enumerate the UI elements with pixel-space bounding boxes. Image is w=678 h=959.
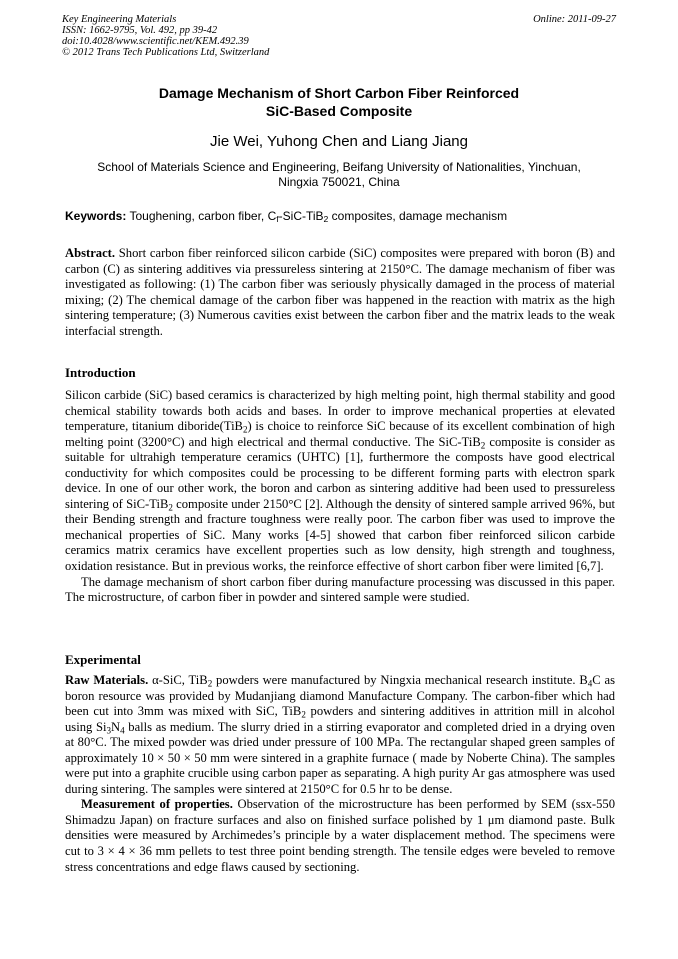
raw-materials-paragraph bbox=[65, 673, 615, 797]
intro-paragraph-1 bbox=[65, 388, 615, 575]
raw-text-c: C as boron resource was provided by Mudanjiang diamond Manufacture Company. The carbon-fiber which had been cut into 3mm was mixed with SiC, TiB bbox=[65, 673, 615, 719]
affiliation bbox=[62, 160, 616, 190]
raw-materials-label: Raw Materials. bbox=[65, 673, 149, 687]
intro-text-c: composite is consider as suitable for ultrahigh temperature ceramics (UHTC) [1], furthermore the composts have good electrical conductivity for which composites could be processing to be different forming parts with electron spark device. In one of our other work, the boron and carbon as sintering additive had been used to pressureless sintering of SiC-TiB bbox=[65, 434, 616, 511]
journal-header bbox=[62, 14, 616, 58]
keywords-sub-f: f bbox=[276, 214, 279, 225]
measurement-paragraph bbox=[65, 797, 615, 875]
intro-text-a: Silicon carbide (SiC) based ceramics is characterized by high melting point, high thermal stability and good chemical stability towards both acids and bases. In order to improve mechanical properties at elevated temperature, titanium diboride(TiB bbox=[65, 388, 615, 434]
raw-text-d: powders and sintering additives in attrition mill in alcohol using Si bbox=[65, 704, 615, 734]
paper-title bbox=[62, 85, 616, 120]
keywords bbox=[65, 209, 615, 223]
journal-name: Key Engineering Materials bbox=[62, 14, 177, 25]
experimental-section bbox=[65, 673, 615, 875]
introduction-heading: Introduction bbox=[65, 365, 136, 380]
authors: Jie Wei, Yuhong Chen and Liang Jiang bbox=[210, 133, 468, 150]
measurement-text: Observation of the microstructure has been performed by SEM (ssx-550 Shimadzu Japan) on fracture surfaces and also on finished surface polished by 1 μm diamond paste. Bulk densities were measured by Archimedes’s principle by a water displacement method. The specimens were cut to 3 × 4 × 36 mm pellets to test three point bending strength. The tensile edges were beveled to remove stress concentrations and edge flaws caused by sectioning. bbox=[65, 797, 615, 874]
raw-sub-4: 3 bbox=[106, 724, 111, 735]
abstract-text: Short carbon fiber reinforced silicon carbide (SiC) composites were prepared with boron (B) and carbon (C) as sintering additives via pressureless sintering at 2150°C. The damage mechanism of fiber was investigated as following: (1) The carbon fiber was seriously physically damaged in the process of material mixing; (2) The chemical damage of the carbon fiber was happened in the reaction with matrix as the high sintering temperature; (3) Numerous cavities exist between the carbon fiber and the matrix leads to the weak interfacial strength. bbox=[65, 246, 615, 338]
raw-text-e: balls as medium. The slurry dried in a stirring evaporator and completed dried in a drying oven at 80°C. The mixed powder was dried under pressure of 100 MPa. The rectangular shaped green samples of approximately 10 × 50 × 50 mm were sintered in a graphite furnace ( made by Noberte China). The samples were put into a graphite crucible using carbon paper as separating. A high purity Ar gas atmosphere was used during sintering. The samples were sintered at 2150°C for 0.5 hr to be dense. bbox=[65, 719, 615, 796]
raw-text-a: α-SiC, TiB bbox=[148, 673, 208, 687]
raw-sub-5: 4 bbox=[120, 724, 125, 735]
keywords-sub-2: 2 bbox=[323, 214, 329, 225]
keywords-label: Keywords: bbox=[65, 209, 127, 223]
keywords-text-b: -SiC-TiB bbox=[278, 209, 324, 223]
intro-text-b: ) is choice to reinforce SiC because of its excellent combination of high melting point (3200°C) and high electrical and thermal conductive. The SiC-TiB bbox=[65, 419, 615, 449]
intro-sub-1: 2 bbox=[242, 424, 248, 435]
abstract-label: Abstract. bbox=[65, 246, 116, 260]
experimental-heading: Experimental bbox=[65, 652, 141, 667]
title-line-2: SiC-Based Composite bbox=[265, 102, 413, 119]
intro-sub-3: 2 bbox=[168, 502, 173, 513]
introduction-section bbox=[65, 388, 615, 606]
raw-sub-3: 2 bbox=[301, 709, 306, 720]
title-line-1: Damage Mechanism of Short Carbon Fiber Reinforced bbox=[158, 85, 520, 101]
keywords-text-a: Toughening, carbon fiber, C bbox=[126, 209, 277, 223]
raw-text-b: powders were manufactured by Ningxia mechanical research institute. B bbox=[212, 673, 588, 687]
intro-paragraph-2: The damage mechanism of short carbon fiber during manufacture processing was discussed in this paper. The microstructure, of carbon fiber in powder and sintered sample were studied. bbox=[65, 574, 615, 605]
affiliation-line-1: School of Materials Science and Engineering, Beifang University of Nationalities, Yinchuan, bbox=[97, 160, 581, 174]
keywords-text-c: composites, damage mechanism bbox=[328, 209, 508, 223]
abstract bbox=[65, 246, 615, 339]
raw-sub-2: 4 bbox=[587, 678, 593, 689]
issn-line: ISSN: 1662-9795, Vol. 492, pp 39-42 bbox=[62, 25, 218, 36]
intro-sub-2: 2 bbox=[480, 439, 486, 450]
measurement-label: Measurement of properties. bbox=[81, 797, 233, 812]
raw-sub-1: 2 bbox=[207, 678, 213, 689]
online-date: Online: 2011-09-27 bbox=[533, 14, 616, 25]
copyright-line: © 2012 Trans Tech Publications Ltd, Switzerland bbox=[62, 47, 270, 58]
affiliation-line-2: Ningxia 750021, China bbox=[278, 175, 400, 189]
intro-text-d: composite under 2150°C [2]. Although the density of sintered sample arrived 96%, but their Bending strength and fracture toughness were really poor. The carbon fiber was used to improve the mechanical properties of SiC. Many works [4-5] showed that carbon fiber reinforced silicon carbide ceramics matrix ceramics have excellent properties such as low density, high strength and toughness, oxidation resistance. But in previous works, the reinforce effective of short carbon fiber were limited [6,7]. bbox=[65, 496, 615, 574]
raw-text-n: N bbox=[110, 719, 121, 734]
doi-line: doi:10.4028/www.scientific.net/KEM.492.39 bbox=[62, 36, 249, 47]
